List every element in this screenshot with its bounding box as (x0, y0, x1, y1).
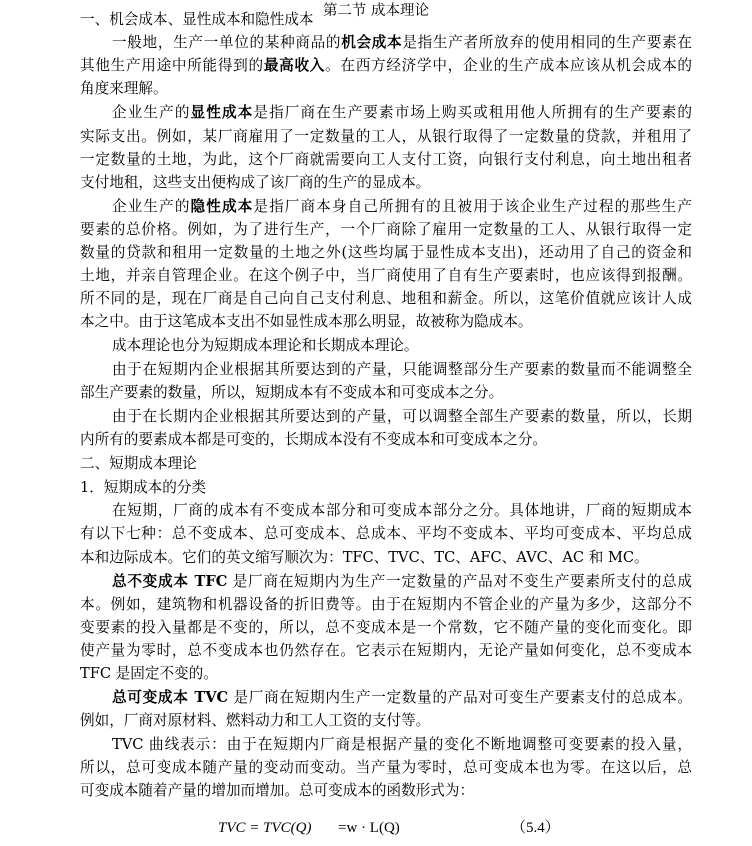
formula-5-4 (0, 817, 752, 841)
text-run: 是厂商在短期内为生产一定数量的产品对不变生产要素所支付的总成 (227, 573, 692, 590)
text-line: 有以下七种：总不变成本、总可变成本、总成本、平均不变成本、平均可变成本、平均总成 (80, 525, 692, 542)
text-line: TFC 是固定不变的。 (80, 665, 218, 682)
section-heading: 1．短期成本的分类 (80, 479, 207, 496)
text-run: 其他生产用途中所能得到的 (80, 57, 264, 74)
text-line: 内所有的要素成本都是可变的，长期成本没有不变成本和可变成本之分。 (80, 431, 548, 448)
text-run: 是指厂商在生产要素市场上购买或租用他人所拥有的生产要素的 (253, 104, 692, 121)
text-line: 由于在短期内企业根据其所要达到的产量，只能调整部分生产要素的数量而不能调整全 (112, 361, 692, 378)
section-heading: 一、机会成本、显性成本和隐性成本 (80, 11, 314, 28)
text-line: 一定数量的土地，为此，这个厂商就需要向工人支付工资，向银行支付利息，向土地出租者 (80, 151, 692, 168)
bold-term: 机会成本 (341, 34, 403, 51)
text-line: 土地，并亲自管理企业。在这个例子中，当厂商使用了自有生产要素时，也应该得到报酬。 (80, 267, 692, 284)
text-run: 是厂商在短期内生产一定数量的产品对可变生产要素支付的总成本。 (228, 689, 692, 706)
text-line (112, 571, 692, 593)
bold-term: 显性成本 (190, 104, 254, 121)
text-line: 角度来理解。 (80, 80, 168, 97)
text-line: 使产量为零时，总不变成本也仍然存在。它表示在短期内，无论产量如何变化，总不变成本 (80, 642, 692, 659)
text-line (112, 687, 692, 709)
text-line (112, 196, 692, 218)
text-run: 是指厂商本身自己所拥有的且被用于该企业生产过程的那些生产 (253, 198, 692, 215)
text-line: 成本理论也分为短期成本理论和长期成本理论。 (112, 337, 419, 354)
text-run: 一般地，生产一单位的某种商品的 (112, 34, 342, 51)
formula-number: （5.4） (511, 820, 560, 836)
text-run: 。在西方经济学中，企业的生产成本应该从机会成本的 (325, 57, 692, 74)
text-line: 变要素的投入量都是不变的，所以，总不变成本是一个常数，它不随产量的变化而变化。即 (80, 619, 692, 636)
text-run: 企业生产的 (112, 198, 191, 215)
bold-term: 最高收入 (263, 57, 326, 74)
text-line: 所不同的是，现在厂商是自己向自己支付利息、地租和薪金。所以，这笔价值就应该计人成 (80, 290, 692, 307)
text-line: 本。例如，建筑物和机器设备的折旧费等。由于在短期内不管企业的产量为多少，这部分不 (80, 596, 692, 613)
text-line: 所以，总可变成本随产量的变动而变动。当产量为零时，总可变成本也为零。在这以后，总 (80, 759, 692, 776)
text-line: 例如，厂商对原材料、燃料动力和工人工资的支付等。 (80, 712, 431, 729)
formula-lhs: TVC = TVC(Q) (218, 820, 312, 836)
text-line (112, 32, 692, 54)
text-line: 由于在长期内企业根据其所要达到的产量，可以调整全部生产要素的数量，所以，长期 (112, 408, 692, 425)
text-line: 支付地租，这些支出便构成了该厂商的生产的显成本。 (80, 174, 431, 191)
bold-term: 总不变成本 TFC (112, 573, 228, 590)
text-run: 是指生产者所放弃的使用相同的生产要素在 (402, 34, 692, 51)
text-line: 实际支出。例如，某厂商雇用了一定数量的工人，从银行取得了一定数量的贷款，并租用了 (80, 128, 692, 145)
text-line: TVC 曲线表示：由于在短期内厂商是根据产量的变化不断地调整可变要素的投入量， (112, 736, 692, 753)
text-line (80, 55, 692, 77)
formula-rhs: =w · L(Q) (338, 820, 400, 836)
text-line: 本之中。由于这笔成本支出不如显性成本那么明显，故被称为隐成本。 (80, 313, 533, 330)
section-title: 第二节 成本理论 (322, 3, 430, 19)
text-line: 可变成本随着产量的增加而增加。总可变成本的函数形式为： (80, 782, 475, 799)
text-line: 数量的贷款和租用一定数量的土地之外(这些均属于显性成本支出)，还动用了自己的资金和 (80, 244, 692, 261)
section-heading: 二、短期成本理论 (80, 455, 197, 472)
text-run: 企业生产的 (112, 104, 191, 121)
text-line: 部生产要素的数量，所以，短期成本有不变成本和可变成本之分。 (80, 384, 504, 401)
text-line: 本和边际成本。它们的英文缩写顺次为：TFC、TVC、TC、AFC、AVC、AC 和 MC。 (80, 549, 649, 566)
text-line (112, 102, 692, 124)
bold-term: 隐性成本 (190, 198, 254, 215)
bold-term: 总可变成本 TVC (112, 689, 229, 706)
text-line: 在短期，厂商的成本有不变成本部分和可变成本部分之分。具体地讲，厂商的短期成本 (112, 502, 692, 519)
text-line: 要素的总价格。例如，为了进行生产，一个厂商除了雇用一定数量的工人、从银行取得一定 (80, 221, 692, 238)
